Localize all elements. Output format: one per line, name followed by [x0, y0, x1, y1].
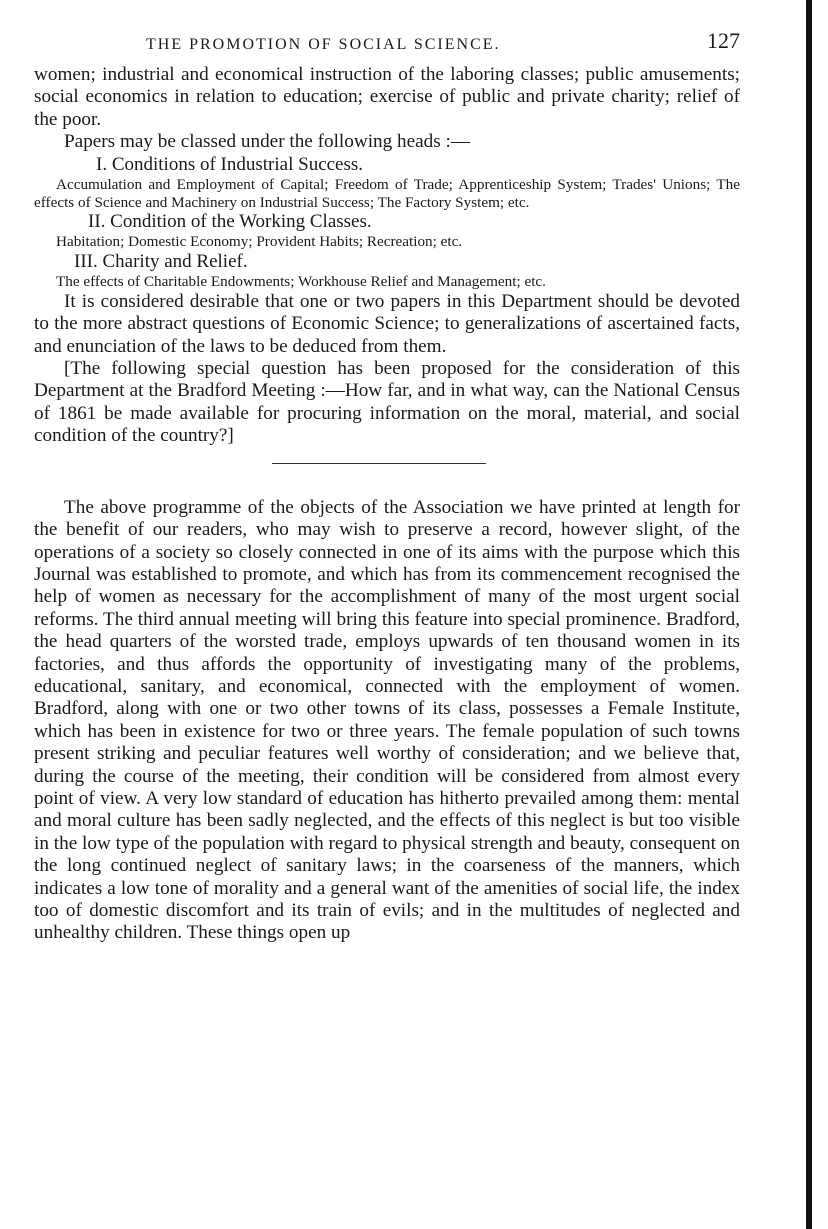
subtopics-charity-relief: The effects of Charitable Endowments; Workhouse Relief and Management; etc.	[56, 273, 546, 291]
running-head: THE PROMOTION OF SOCIAL SCIENCE.	[146, 36, 501, 53]
paragraph-commentary: The above programme of the objects of the Association we have printed at length for the benefit of our readers, who may wish to preserve a record, however slight, of the operations of a society so closely connected in one of its aims with the purpose which this Journal was established to promote, and which has from its commencement recognised the help of women as necessary for the accomplishment of many of the most urgent social reforms. The third annual meeting will bring this feature into special prominence. Bradford, the head quarters of the worsted trade, employs upwards of ten thousand women in its factories, and thus affords the opportunity of investigating many of the problems, educational, sanitary, and economical, connected with the employment of women. Bradford, along with one or two other towns of its class, possesses a Female Institute, which has been in existence for two or three years. The female population of such towns present striking and peculiar features well worthy of consideration; and we believe that, during the course of the meeting, their condition will be considered from almost every point of view. A very low standard of education has hitherto prevailed among them: mental and moral culture has been sadly neglected, and the effects of this neglect is but too visible in the low type of the population with regard to physical strength and beauty, consequent on the long continued neglect of sanitary laws; in the coarseness of the manners, which indicates a low tone of morality and a general want of the amenities of social life, the index too of domestic discomfort and its train of evils; and in the multitudes of neglected and unhealthy children. These things open up	[34, 496, 740, 944]
subtopics-working-classes: Habitation; Domestic Economy; Provident Habits; Recreation; etc.	[56, 233, 463, 251]
heading-working-classes: II. Condition of the Working Classes.	[88, 211, 372, 233]
page	[34, 26, 740, 945]
paragraph-special-question: [The following special question has been proposed for the consideration of this Department at the Bradford Meeting :—How far, and in what way, can the National Census of 1861 be made available for procuring information on the moral, material, and social condition of the country?]	[34, 358, 740, 447]
paragraph-economic-science: It is considered desirable that one or two papers in this Department should be devoted to the more abstract questions of Economic Science; to generalizations of ascertained facts, and enunciation of the laws to be deduced from them.	[34, 290, 740, 357]
article-body	[34, 64, 740, 945]
section-divider	[34, 448, 740, 469]
page-edge-bar	[806, 0, 812, 1229]
page-header	[34, 26, 740, 64]
section-gap	[34, 469, 740, 497]
heading-charity-relief: III. Charity and Relief.	[74, 250, 248, 272]
divider-rule	[272, 463, 486, 464]
page-number: 127	[707, 28, 740, 53]
subtopics-industrial-success: Accumulation and Employment of Capital; Freedom of Trade; Apprenticeship System; Trades' Unions; The effects of Science and Machinery on Industrial Success; The Factory System; etc.	[34, 176, 740, 211]
paragraph-heads-intro: Papers may be classed under the following heads :—	[64, 131, 471, 153]
heading-industrial-success: I. Conditions of Industrial Success.	[96, 153, 364, 175]
paragraph-topics: women; industrial and economical instruction of the laboring classes; public amusements; social economics in relation to education; exercise of public and private charity; relief of the poor.	[34, 64, 740, 130]
